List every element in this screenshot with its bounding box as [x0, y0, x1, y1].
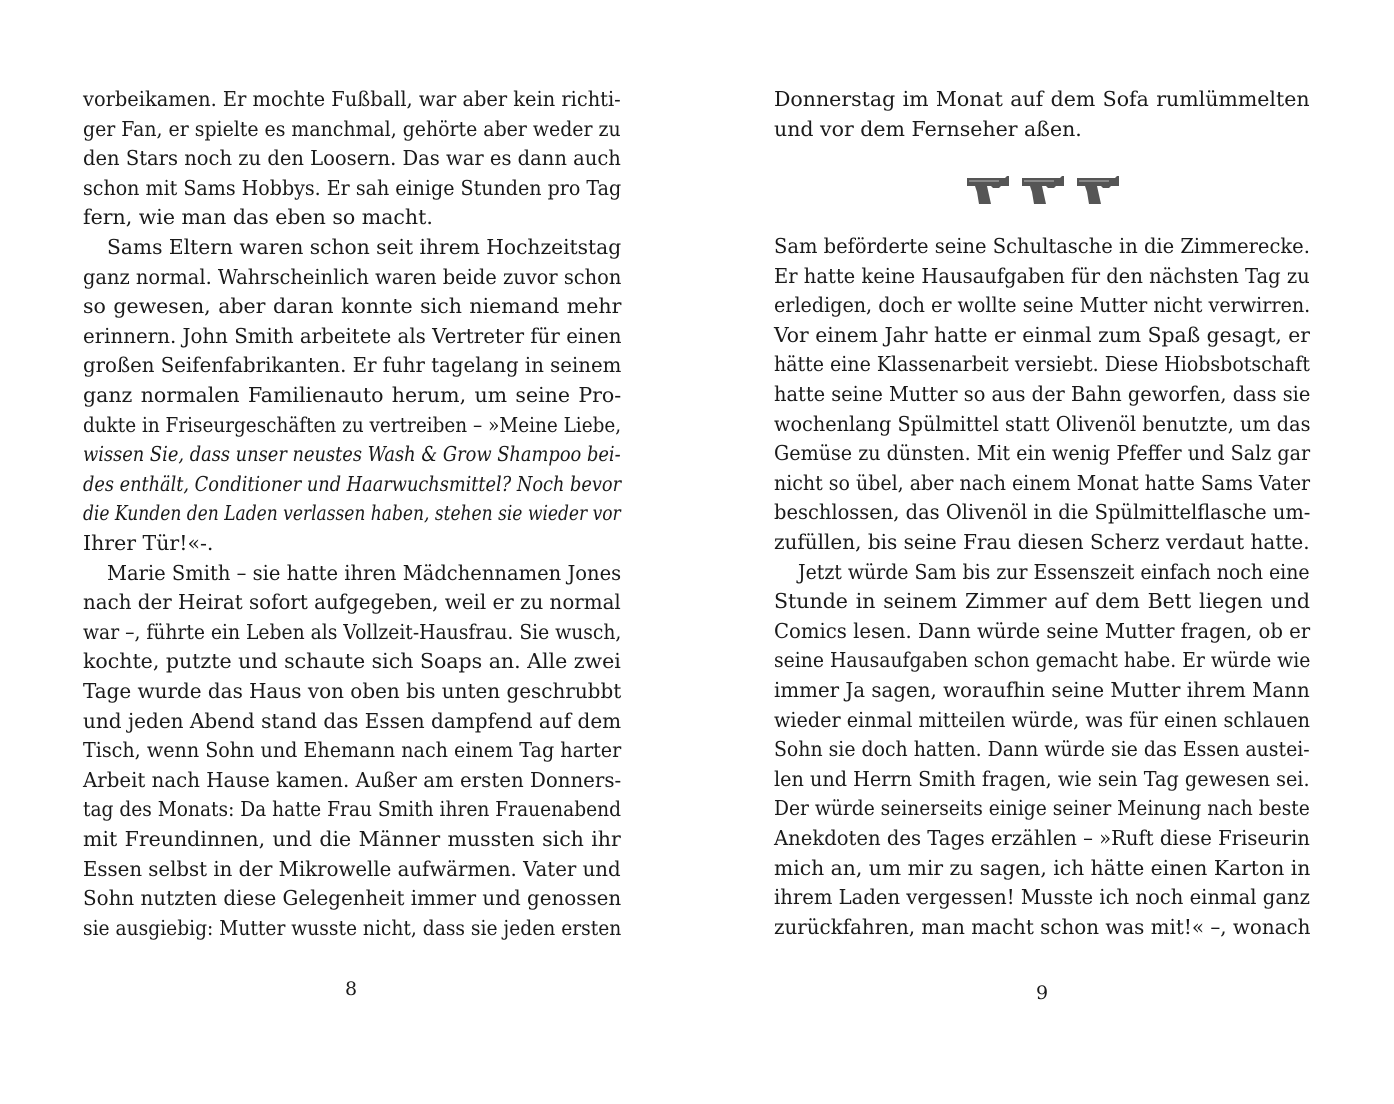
text-line: Ihrer Tür!«-. [83, 531, 214, 555]
text-line: ihrem Laden vergessen! Musste ich noch einmal ganz [774, 885, 1310, 910]
text-line: len und Herrn Smith fragen, wie sein Tag gewesen sei. [774, 766, 1310, 791]
text-line: kochte, putzte und schaute sich Soaps an. Alle zwei [83, 649, 621, 674]
text-line: und vor dem Fernseher aßen. [774, 116, 1082, 141]
text-line: Er hatte keine Hausaufgaben für den nächsten Tag zu [774, 263, 1310, 288]
text-line: erinnern. John Smith arbeitete als Vertreter für einen [83, 323, 622, 348]
text-line: Sohn nutzten diese Gelegenheit immer und genossen [83, 886, 622, 911]
text-line: Tisch, wenn Sohn und Ehemann nach einem Tag harter [83, 738, 622, 763]
text-line: fern, wie man das eben so macht. [83, 205, 433, 230]
text-line: wochenlang Spülmittel statt Olivenöl benutzte, um das [774, 411, 1311, 436]
text-line: Sam beförderte seine Schultasche in die Zimmerecke. [774, 234, 1310, 258]
text-line: Der würde seinerseits einige seiner Meinung nach beste [774, 796, 1310, 821]
text-line: Essen selbst in der Mikrowelle aufwärmen. Vater und [83, 856, 621, 881]
text-line: tag des Monats: Da hatte Frau Smith ihren Frauenabend [83, 797, 622, 822]
text-line: Vor einem Jahr hatte er einmal zum Spaß gesagt, er [774, 322, 1311, 347]
text-line: Sohn sie doch hatten. Dann würde sie das Essen austei- [774, 737, 1310, 762]
right-page [697, 0, 1394, 1104]
text-line: Jetzt würde Sam bis zur Essenszeit einfach noch eine [798, 559, 1310, 584]
text-line: hätte eine Klassenarbeit versiebt. Diese Hiobsbotschaft [774, 352, 1310, 377]
text-line: ganz normalen Familienauto herum, um seine Pro- [83, 383, 622, 407]
text-line: Donnerstag im Monat auf dem Sofa rumlümmelten [774, 87, 1310, 111]
text-line: war –, führte ein Leben als Vollzeit-Hausfrau. Sie wusch, [83, 619, 622, 644]
text-line: immer Ja sagen, woraufhin seine Mutter ihrem Mann [774, 678, 1310, 702]
text-line: Marie Smith – sie hatte ihren Mädchennamen Jones [107, 560, 622, 585]
text-line: dukte in Friseurgeschäften zu vertreiben – »Meine Liebe, [83, 412, 622, 437]
text-line: sie ausgiebig: Mutter wusste nicht, dass sie jeden ersten [83, 915, 622, 940]
text-line: Tage wurde das Haus von oben bis unten geschrubbt [83, 679, 622, 703]
page-number-left: 8 [344, 978, 358, 1000]
text-line: wieder einmal mitteilen würde, was für einen schlauen [774, 707, 1311, 732]
pistol-icon [1075, 172, 1121, 208]
three-pistols-icon [965, 172, 1125, 208]
text-line: erledigen, doch er wollte seine Mutter nicht verwirren. [774, 293, 1311, 318]
text-line: Gemüse zu dünsten. Mit ein wenig Pfeffer und Salz gar [774, 441, 1311, 466]
text-line: nicht so übel, aber nach einem Monat hatte Sams Vater [774, 470, 1311, 495]
text-line: schon mit Sams Hobbys. Er sah einige Stunden pro Tag [83, 175, 622, 200]
text-line: Sams Eltern waren schon seit ihrem Hochzeitstag [107, 235, 622, 259]
text-line: ger Fan, er spielte es manchmal, gehörte aber weder zu [83, 116, 621, 141]
text-line: so gewesen, aber daran konnte sich niemand mehr [83, 294, 622, 319]
text-line: seine Hausaufgaben schon gemacht habe. Er würde wie [774, 648, 1311, 673]
text-line: beschlossen, das Olivenöl in die Spülmittelflasche um- [774, 500, 1311, 525]
text-line: Comics lesen. Dann würde seine Mutter fragen, ob er [774, 618, 1311, 643]
pistol-icon [965, 172, 1011, 208]
text-line: Anekdoten des Tages erzählen – »Ruft diese Friseurin [774, 826, 1310, 850]
text-line: Arbeit nach Hause kamen. Außer am ersten Donners- [83, 767, 622, 792]
text-line: des enthält, Conditioner und Haarwuchsmittel? Noch bevor [83, 471, 622, 496]
page-number-right: 9 [1035, 982, 1049, 1004]
text-line: mit Freundinnen, und die Männer mussten sich ihr [83, 827, 621, 851]
text-line: ganz normal. Wahrscheinlich waren beide zuvor schon [83, 264, 622, 289]
text-line: mich an, um mir zu sagen, ich hätte einen Karton in [774, 855, 1311, 880]
text-line: die Kunden den Laden verlassen haben, stehen sie wieder vor [83, 501, 621, 526]
text-line: großen Seifenfabrikanten. Er fuhr tagelang in seinem [83, 353, 622, 378]
text-line: hatte seine Mutter so aus der Bahn geworfen, dass sie [774, 382, 1311, 406]
text-line: vorbeikamen. Er mochte Fußball, war aber kein richti- [83, 87, 621, 111]
text-line: wissen Sie, dass unser neustes Wash & Grow Shampoo bei- [83, 442, 621, 467]
text-line: nach der Heirat sofort aufgegeben, weil er zu normal [83, 590, 621, 615]
text-line: und jeden Abend stand das Essen dampfend auf dem [83, 708, 622, 733]
text-line: Stunde in seinem Zimmer auf dem Bett liegen und [774, 589, 1311, 614]
pistol-icon [1020, 172, 1066, 208]
text-line: zufüllen, bis seine Frau diesen Scherz verdaut hatte. [774, 530, 1310, 554]
text-line: zurückfahren, man macht schon was mit!« –, wonach [774, 914, 1311, 939]
text-line: den Stars noch zu den Loosern. Das war es dann auch [83, 146, 621, 171]
